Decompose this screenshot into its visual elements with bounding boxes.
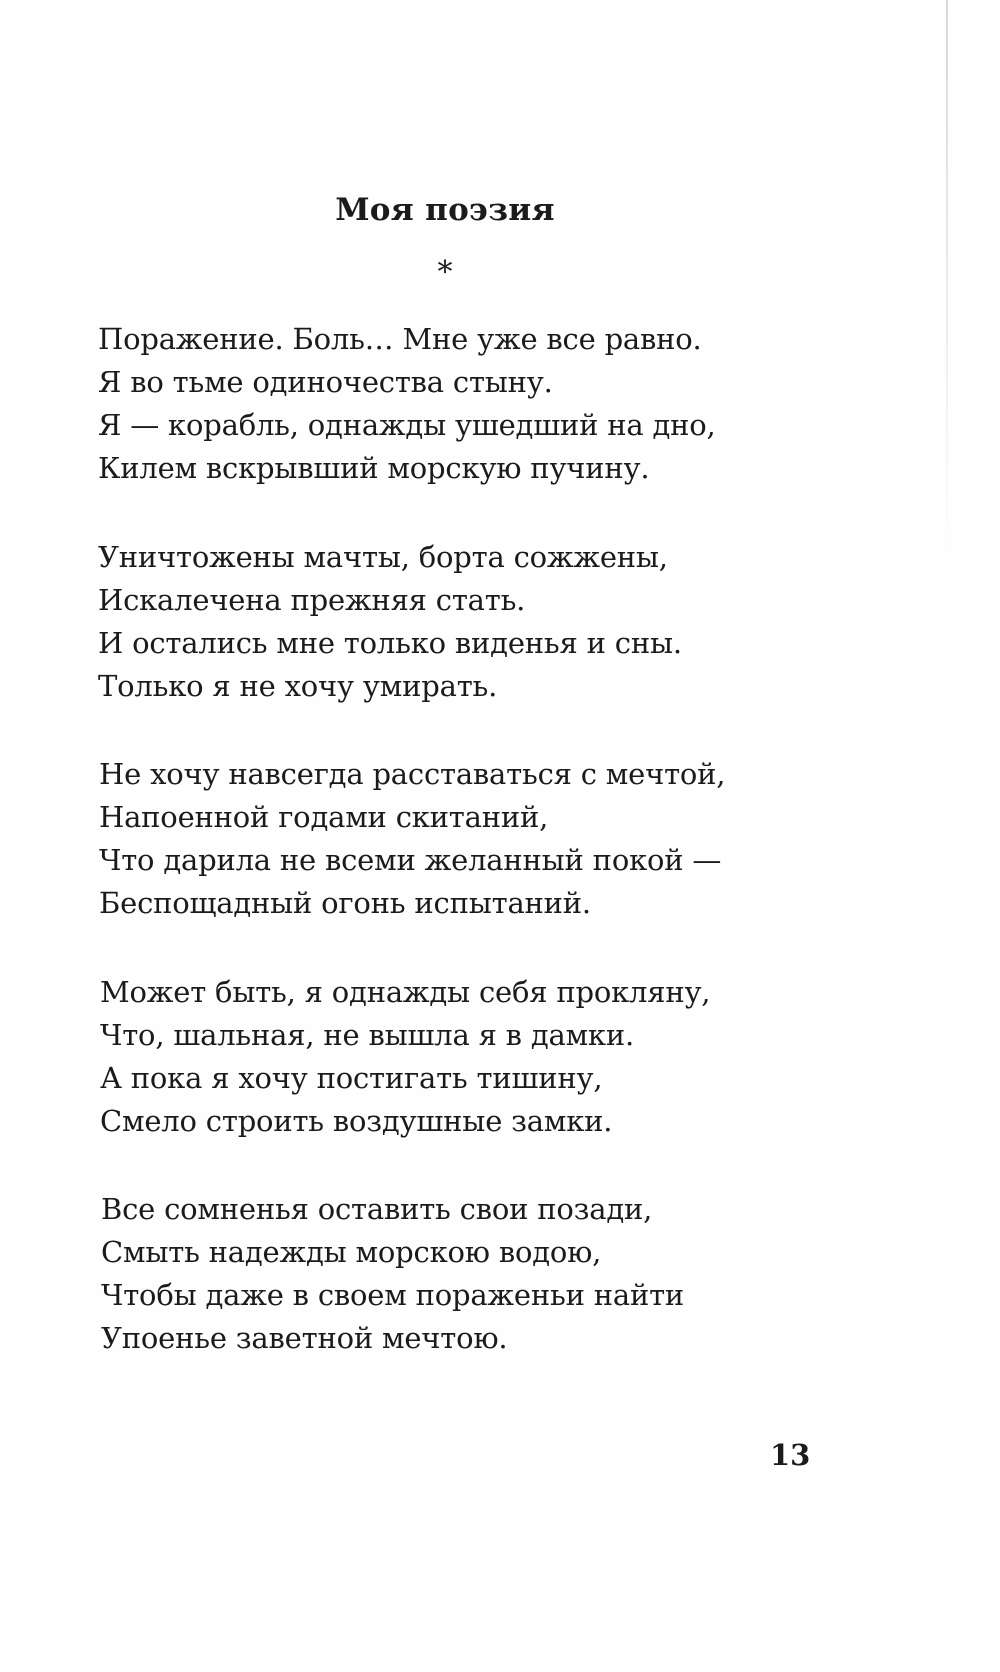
poem-title: Моя поэзия bbox=[335, 192, 555, 228]
poem-line: Не хочу навсегда расставаться с мечтой, bbox=[99, 757, 726, 791]
title-separator: * bbox=[437, 255, 453, 290]
poem-line: Что, шальная, не вышла я в дамки. bbox=[100, 1018, 635, 1052]
poem-line: Поражение. Боль… Мне уже все равно. bbox=[98, 322, 702, 356]
poem-line: Беспощадный огонь испытаний. bbox=[99, 886, 591, 920]
poem-line: Напоенной годами скитаний, bbox=[99, 800, 549, 834]
poem-line: Уничтожены мачты, борта сожжены, bbox=[98, 540, 668, 574]
poem-line: Я — корабль, однажды ушедший на дно, bbox=[98, 408, 716, 442]
poem-line: Упоенье заветной мечтою. bbox=[101, 1321, 508, 1355]
poem-line: Килем вскрывший морскую пучину. bbox=[98, 451, 650, 485]
poem-line: Смело строить воздушные замки. bbox=[100, 1104, 613, 1138]
poem-line: Что дарила не всеми желанный покой — bbox=[99, 843, 722, 877]
poem-line: А пока я хочу постигать тишину, bbox=[100, 1061, 603, 1095]
poem-line: Все сомненья оставить свои позади, bbox=[101, 1192, 653, 1226]
poem-line: Я во тьме одиночества стыну. bbox=[98, 365, 553, 399]
poem-line: Может быть, я однажды себя прокляну, bbox=[100, 975, 711, 1009]
poem-line: Искалечена прежняя стать. bbox=[98, 583, 526, 617]
poem-line: И остались мне только виденья и сны. bbox=[98, 626, 682, 660]
poem-line: Только я не хочу умирать. bbox=[98, 669, 498, 703]
poem-line: Смыть надежды морскою водою, bbox=[101, 1235, 602, 1269]
page-number: 13 bbox=[770, 1438, 811, 1472]
poem-line: Чтобы даже в своем пораженьи найти bbox=[101, 1278, 685, 1312]
